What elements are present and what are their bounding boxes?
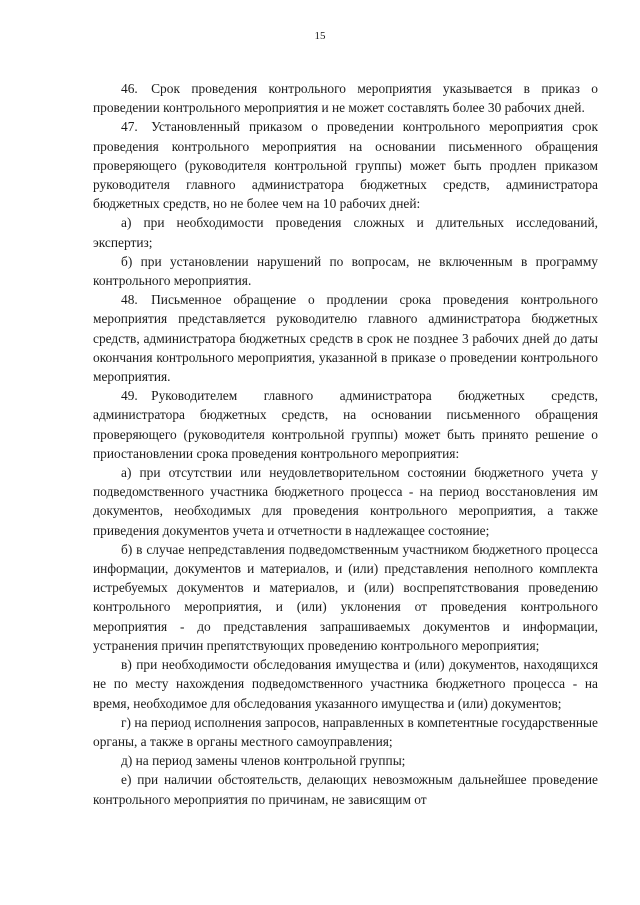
paragraph-47-a: а) при необходимости проведения сложных и длительных исследований, экспертиз; (93, 215, 598, 250)
page-number: 15 (314, 30, 326, 42)
paragraph-49-v: в) при необходимости обследования имущества и (или) документов, находящихся не по месту нахождения подведомственного участника бюджетного процесса - на время, необходимое для обследования указанного имущества и (или) документов; (93, 657, 598, 711)
document-body (93, 79, 598, 809)
paragraph-49-a: а) при отсутствии или неудовлетворительном состоянии бюджетного учета у подведомственного участника бюджетного процесса - на период восстановления им документов, необходимых для проведения контрольного мероприятия, а также приведения документов учета и отчетности в надлежащее состояние; (93, 465, 598, 538)
paragraph-48: 48. Письменное обращение о продлении срока проведения контрольного мероприятия представляется руководителю главного администратора бюджетных средств, администратора бюджетных средств в срок не позднее 3 рабочих дней до даты окончания контрольного мероприятия, указанной в приказе о проведении контрольного мероприятия. (93, 292, 598, 385)
paragraph-49-e: е) при наличии обстоятельств, делающих невозможным дальнейшее проведение контрольного мероприятия по причинам, не зависящим от (93, 772, 598, 807)
paragraph-47-b: б) при установлении нарушений по вопросам, не включенным в программу контрольного мероприятия. (93, 253, 598, 289)
paragraph-49-b: б) в случае непредставления подведомственным участником бюджетного процесса информации, документов и материалов, и (или) представления неполного комплекта истребуемых документов и материалов, и (или) воспрепятствования проведению контрольного мероприятия, и (или) уклонения от проведения контрольного мероприятия - до представления запрашиваемых документов и информации, устранения причин препятствующих проведению контрольного мероприятия; (93, 541, 598, 653)
paragraph-49: 49. Руководителем главного администратора бюджетных средств, администратора бюджетных средств, на основании письменного обращения проверяющего (руководителя контрольной группы) может быть принято решение о приостановлении срока проведения контрольного мероприятия: (93, 388, 598, 461)
paragraph-49-d: д) на период замены членов контрольной группы; (121, 753, 406, 769)
paragraph-46: 46. Срок проведения контрольного мероприятия указывается в приказ о проведении контрольного мероприятия и не может составлять более 30 рабочих дней. (93, 81, 598, 116)
paragraph-49-g: г) на период исполнения запросов, направленных в компетентные государственные органы, а также в органы местного самоуправления; (93, 714, 598, 749)
paragraph-47: 47. Установленный приказом о проведении контрольного мероприятия срок проведения контрольного мероприятия на основании письменного обращения проверяющего (руководителя контрольной группы) может быть продлен приказом руководителя главного администратора бюджетных средств, администратора бюджетных средств, но не более чем на 10 рабочих дней: (93, 119, 598, 212)
